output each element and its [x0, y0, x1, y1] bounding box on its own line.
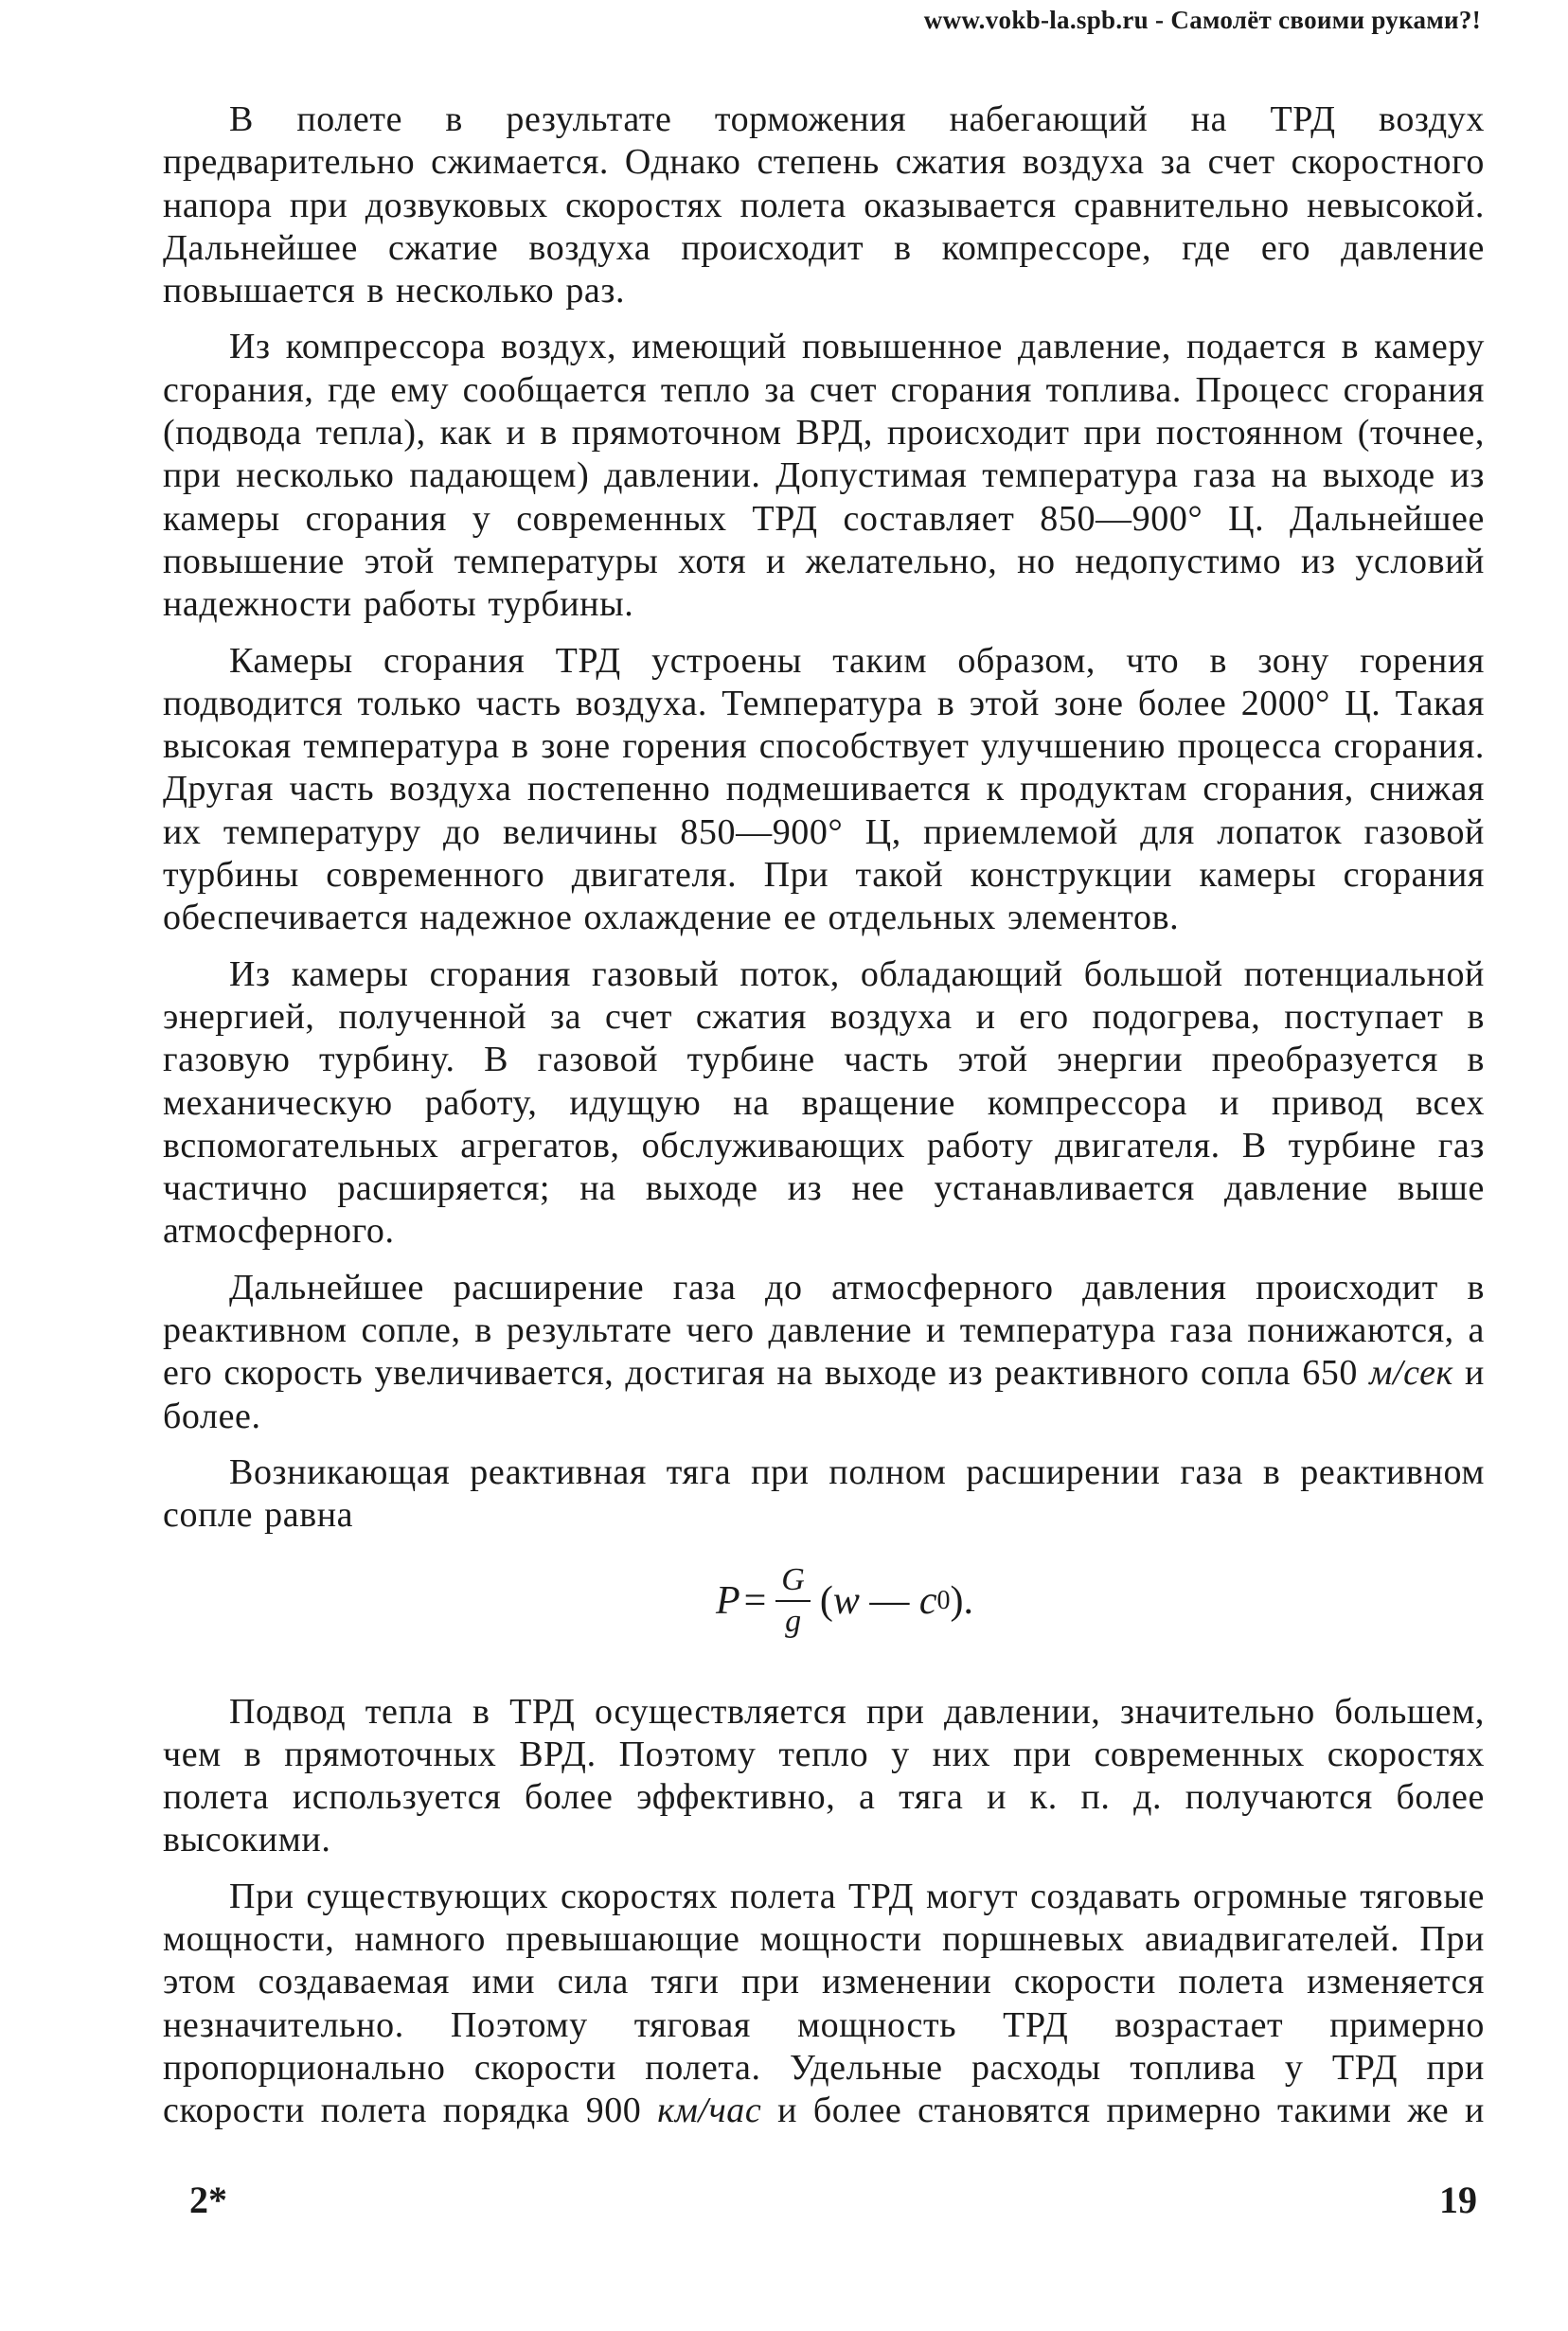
formula-denominator: g	[785, 1603, 802, 1639]
formula-w: w	[832, 1578, 860, 1623]
paragraph-4: Из камеры сгорания газовый поток, обладающий большой потенциальной энергией, полученной за счет сжатия воздуха и его подогрева, поступает в газовую турбину. В газовой турбине часть этой энергии преобразуется в механическую работу, идущую на вращение компрессора и привод всех вспомогательных агрегатов, обслуживающих работу двигателя. В турбине газ частично расширяется; на выходе из нее устанавливается давление выше атмосферного.	[163, 953, 1485, 1252]
paragraph-5	[163, 1267, 1485, 1438]
formula-c: c	[918, 1578, 937, 1623]
formula-equals: =	[743, 1578, 767, 1623]
unit-speed-kmh: км/час	[657, 2091, 762, 2131]
formula-minus: —	[859, 1578, 919, 1623]
formula-fraction	[775, 1562, 811, 1640]
page-number: 19	[1439, 2179, 1477, 2221]
paragraph-2: Из компрессора воздух, имеющий повышенное давление, подается в камеру сгорания, где ему сообщается тепло за счет сгорания топлива. Процесс сгорания (подвода тепла), как и в прямоточном ВРД, происходит при постоянном (точнее, при несколько падающем) давлении. Допустимая температура газа на выходе из камеры сгорания у современных ТРД составляет 850—900° Ц. Дальнейшее повышение этой температуры хотя и желательно, но недопустимо из условий надежности работы турбины.	[163, 327, 1485, 625]
page-body	[163, 98, 1485, 2132]
unit-speed: м/сек	[1369, 1353, 1453, 1394]
page-header: www.vokb-la.spb.ru - Самолёт своими руками?!	[923, 6, 1481, 34]
paragraph-7: Подвод тепла в ТРД осуществляется при давлении, значительно большем, чем в прямоточных ВРД. Поэтому тепло у них при современных скоростях полета используется более эффективно, а тяга и к. п. д. получаются более высокими.	[163, 1691, 1485, 1860]
paragraph-5-text: Дальнейшее расширение газа до атмосферного давления происходит в реактивном сопле, в результате чего давление и температура газа понижаются, а его скорость увеличивается, достигая на выходе из реактивного сопла 650	[163, 1267, 1485, 1394]
paragraph-8	[163, 1876, 1485, 2133]
formula-numerator: G	[775, 1562, 811, 1602]
paragraph-5-end: и более.	[163, 1353, 1485, 1436]
signature-mark: 2*	[189, 2179, 227, 2221]
formula-open-paren: (	[819, 1578, 833, 1623]
paragraph-6: Возникающая реактивная тяга при полном расширении газа в реактивном сопле равна	[163, 1451, 1485, 1536]
paragraph-3: Камеры сгорания ТРД устроены таким образом, что в зону горения подводится только часть воздуха. Температура в этой зоне более 2000° Ц. Такая высокая температура в зоне горения способствует улучшению процесса сгорания. Другая часть воздуха постепенно подмешивается к продуктам сгорания, снижая их температуру до величины 850—900° Ц, приемлемой для лопаток газовой турбины современного двигателя. При такой конструкции камеры сгорания обеспечивается надежное охлаждение ее отдельных элементов.	[163, 640, 1485, 938]
thrust-formula	[163, 1545, 1485, 1657]
paragraph-8-end: и более становятся примерно такими же и	[761, 2091, 1485, 2131]
formula-lhs: P	[715, 1578, 740, 1623]
formula-subscript: 0	[936, 1585, 951, 1615]
formula-close-paren: ).	[950, 1578, 974, 1623]
paragraph-8-text: При существующих скоростях полета ТРД могут создавать огромные тяговые мощности, намного превышающие мощности поршневых авиадвигателей. При этом создаваемая ими сила тяги при изменении скорости полета изменяется незначительно. Поэтому тяговая мощность ТРД возрастает примерно пропорционально скорости полета. Удельные расходы топлива у ТРД при скорости полета порядка 900	[163, 1876, 1485, 2131]
paragraph-1: В полете в результате торможения набегающий на ТРД воздух предварительно сжимается. Однако степень сжатия воздуха за счет скоростного напора при дозвуковых скоростях полета оказывается сравнительно невысокой. Дальнейшее сжатие воздуха происходит в компрессоре, где его давление повышается в несколько раз.	[163, 99, 1485, 311]
